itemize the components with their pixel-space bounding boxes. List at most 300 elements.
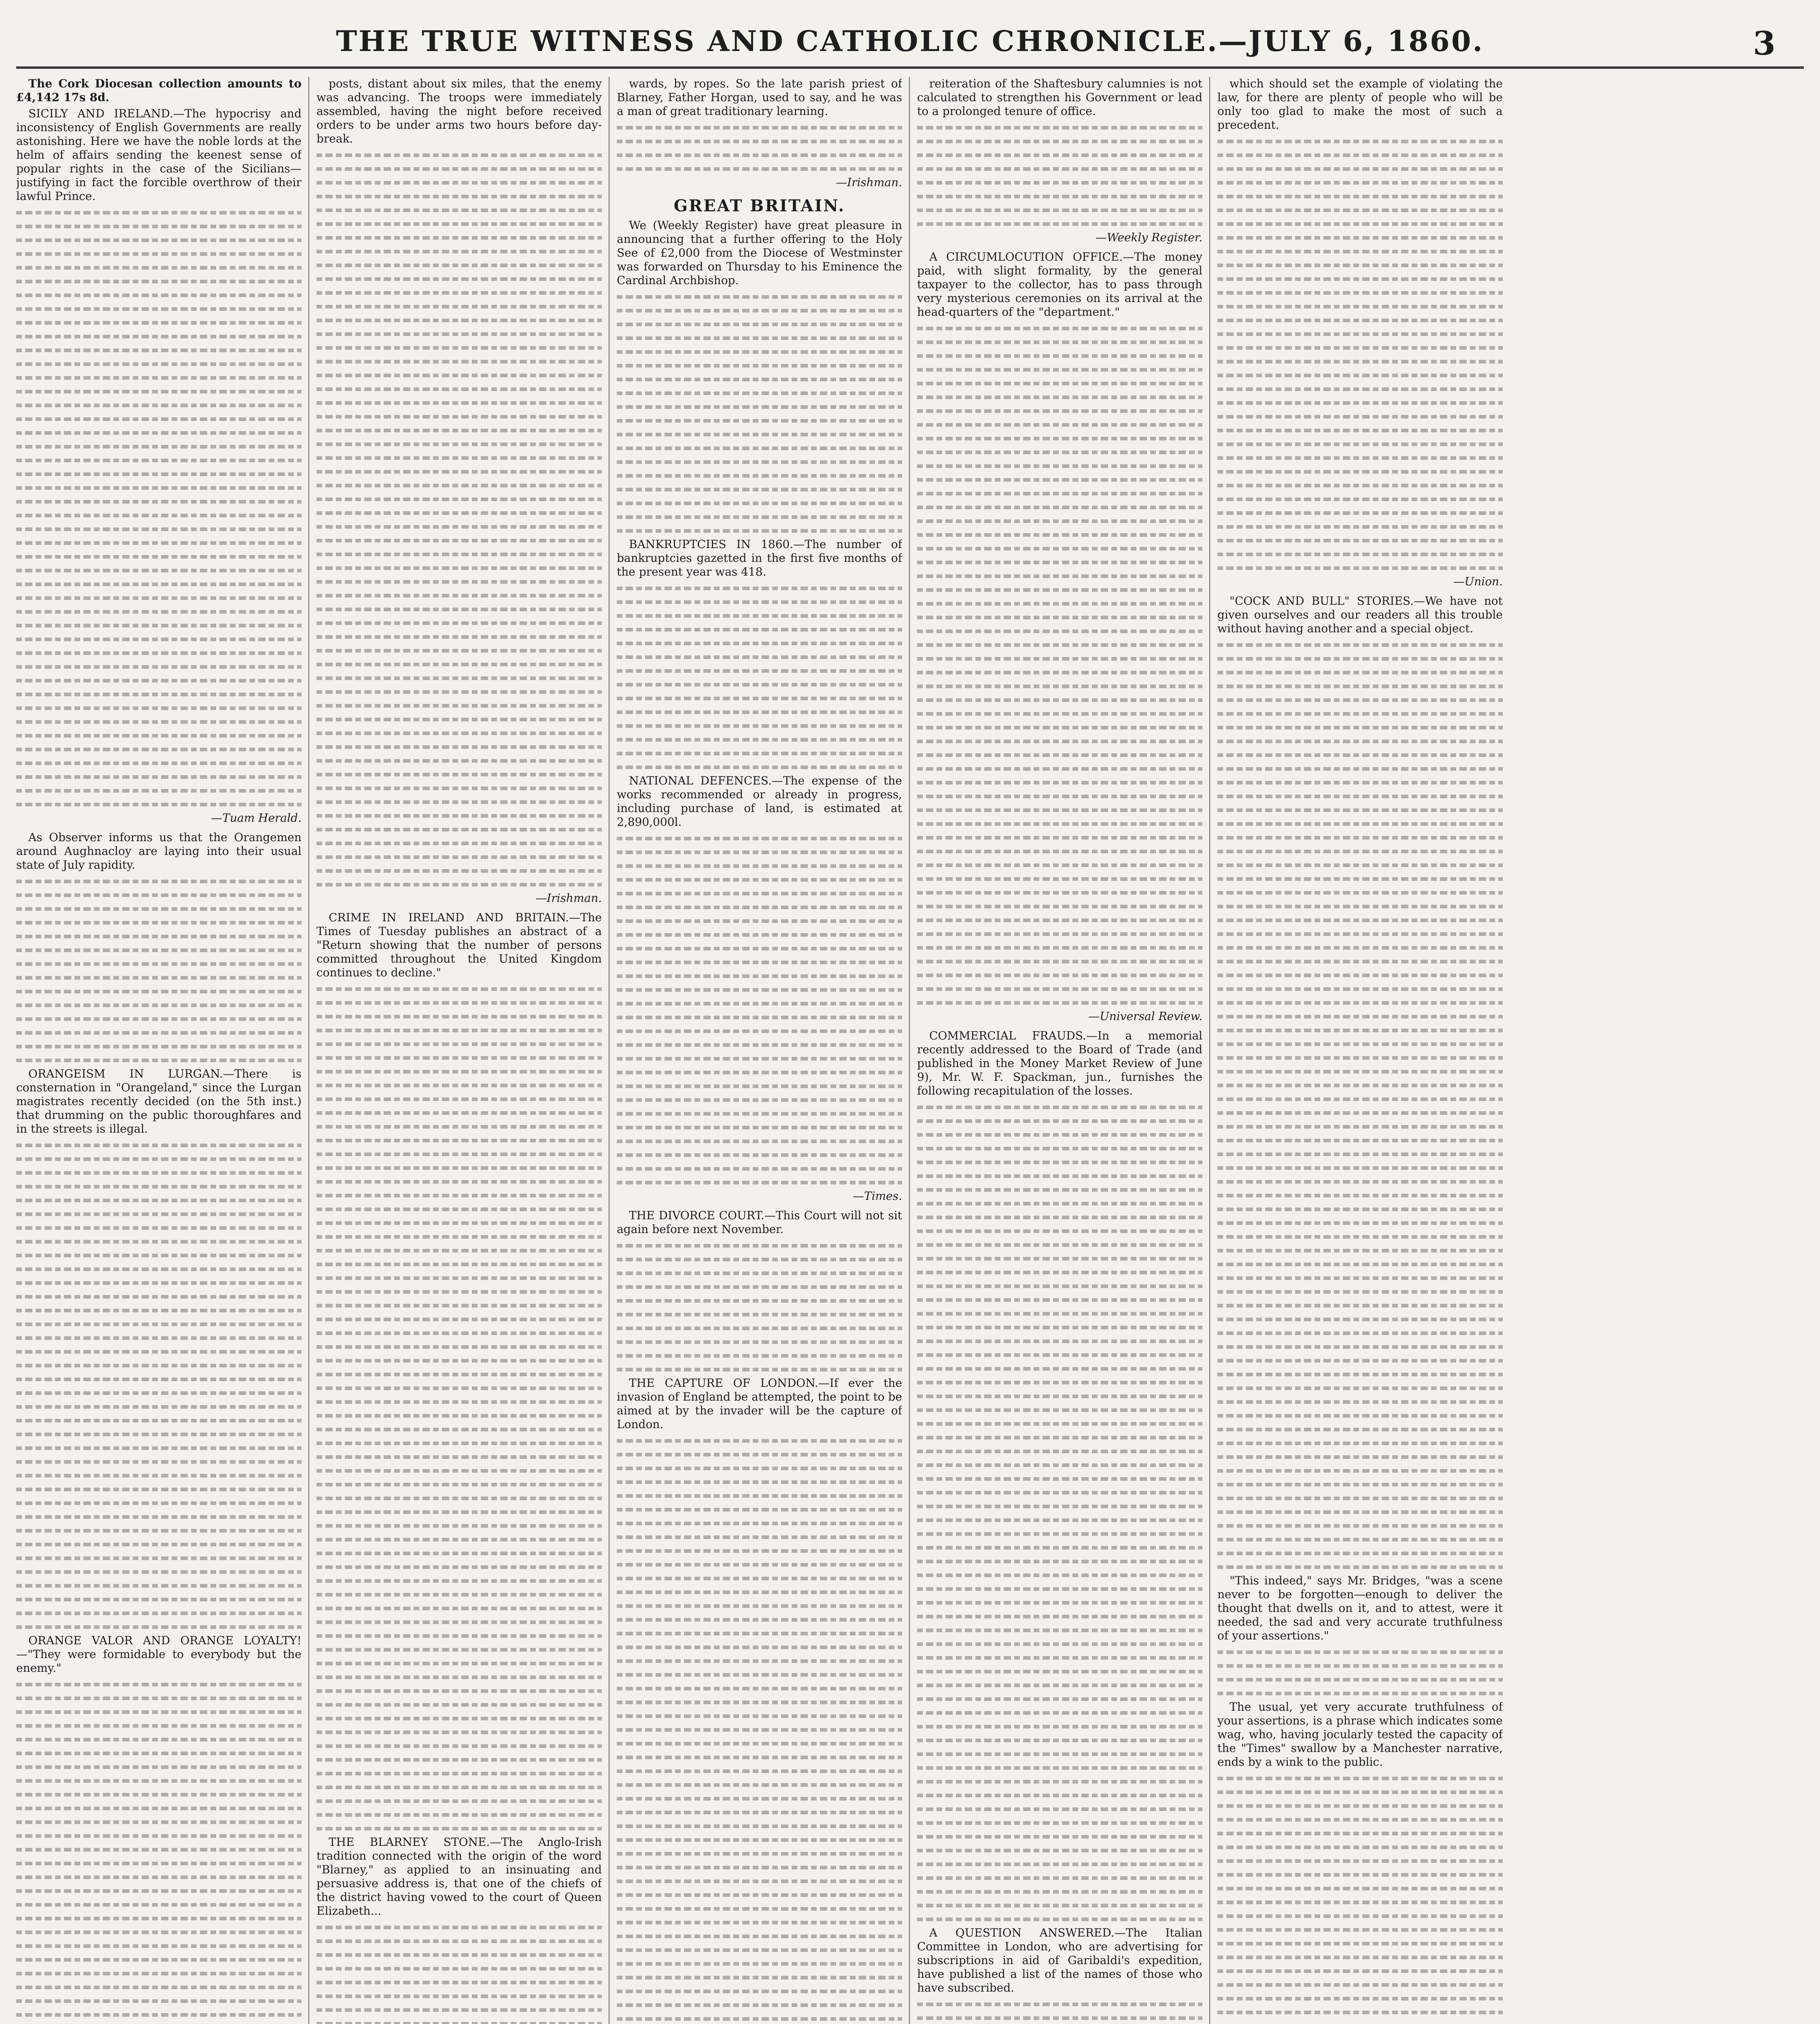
text-line (917, 1169, 1202, 1183)
text-line (917, 487, 1202, 500)
text-line (316, 996, 602, 1010)
text-line (316, 1767, 602, 1780)
text-line (16, 1579, 302, 1592)
text-line (316, 203, 602, 217)
text-line (917, 982, 1202, 996)
text-line (16, 784, 302, 797)
text-line (16, 1898, 302, 1911)
text-line (316, 823, 602, 836)
text-line (316, 272, 602, 286)
text-line (1217, 534, 1503, 547)
text-line (617, 1874, 902, 1888)
text-line (617, 1434, 902, 1448)
text-line (917, 418, 1202, 432)
text-line (1217, 1464, 1503, 1478)
text-line (316, 809, 602, 823)
text-line (617, 1038, 902, 1052)
text-line (617, 290, 902, 304)
column-4-paragraph: A CIRCUMLOCUTION OFFICE.—The money paid, with slight formality, by the general taxpayer to the collector, has to pass through very mysterious ceremonies on its arrival at the head-quarters of the "department." (917, 250, 1202, 319)
text-line (617, 1475, 902, 1489)
text-line (316, 176, 602, 189)
text-line (316, 616, 602, 630)
text-line (1217, 410, 1503, 423)
text-line (1217, 858, 1503, 872)
text-line (16, 591, 302, 605)
text-line (16, 371, 302, 385)
text-line (1217, 520, 1503, 534)
text-line (16, 495, 302, 508)
text-line (16, 1180, 302, 1193)
text-line (917, 1293, 1202, 1307)
text-line (1217, 996, 1503, 1010)
text-line (617, 1640, 902, 1654)
text-line (1217, 423, 1503, 437)
text-line (1217, 1188, 1503, 1202)
text-line (617, 1888, 902, 1902)
text-line (1217, 286, 1503, 300)
text-line (617, 162, 902, 176)
text-line (16, 929, 302, 943)
text-line (16, 619, 302, 632)
text-line (617, 441, 902, 455)
text-line (1217, 1895, 1503, 1909)
text-line (617, 2012, 902, 2024)
text-line (617, 524, 902, 538)
text-line (16, 1400, 302, 1414)
text-line (1217, 762, 1503, 776)
text-line (617, 455, 902, 469)
text-line (16, 957, 302, 971)
column-1-paragraph: ORANGEISM IN LURGAN.—There is consternation in "Orangeland," since the Lurgan magistrates recently decided (on the 5th inst.) that drumming on the public thoroughfares and in the streets is illegal. (16, 1067, 302, 1135)
text-line (1217, 1147, 1503, 1161)
text-line (617, 1902, 902, 1916)
text-line (617, 1682, 902, 1695)
text-line (917, 968, 1202, 982)
text-line (16, 1138, 302, 1152)
column-2-paragraph: THE BLARNEY STONE.—The Anglo-Irish tradition connected with the origin of the word "Blarney," as applied to an insinuating and persuasive address is, that one of the chiefs of the district having vowed to the court of Queen Elizabeth... (316, 1835, 602, 1918)
column-1-paragraph: SICILY AND IRELAND.—The hypocrisy and inconsistency of English Governments are really astonishing. Here we have the noble lords at the helm of affairs sending the keenest sense of popular rights in the case of the Sicilians—justifying in fact the forcible overthrow of their lawful Prince. (16, 107, 302, 203)
text-line (16, 1221, 302, 1235)
column-4-text-block (917, 1997, 1202, 2024)
column-2-paragraph: CRIME IN IRELAND AND BRITAIN.—The Times of Tuesday publishes an abstract of a "Return showing that the number of persons committed throughout the United Kingdom continues to decline." (316, 911, 602, 979)
text-line (1217, 707, 1503, 721)
text-line (16, 1815, 302, 1829)
text-line (1217, 1840, 1503, 1854)
text-line (617, 1052, 902, 1065)
text-line (1217, 272, 1503, 286)
text-line (16, 742, 302, 756)
text-line (1217, 1505, 1503, 1519)
text-line (617, 609, 902, 623)
text-line (1217, 1645, 1503, 1659)
text-line (1217, 1312, 1503, 1326)
text-line (617, 1943, 902, 1957)
text-line (917, 996, 1202, 1010)
text-line (1217, 1771, 1503, 1785)
text-line (16, 1152, 302, 1166)
text-line (917, 459, 1202, 473)
text-line (316, 1065, 602, 1078)
text-line (1217, 789, 1503, 803)
text-line (917, 721, 1202, 734)
text-line (16, 1303, 302, 1317)
text-line (316, 795, 602, 809)
text-line (16, 660, 302, 674)
text-line (316, 547, 602, 561)
signoff: —Times. (852, 1189, 902, 1203)
text-line (16, 1939, 302, 1953)
text-line (16, 1193, 302, 1207)
text-line (316, 1601, 602, 1615)
text-line (617, 1349, 902, 1363)
text-line (617, 372, 902, 386)
text-line (16, 1414, 302, 1427)
text-line (316, 368, 602, 382)
text-line (16, 1801, 302, 1815)
text-line (1217, 1257, 1503, 1271)
text-line (917, 1183, 1202, 1197)
text-line (617, 1654, 902, 1668)
text-line (316, 589, 602, 602)
text-line (16, 385, 302, 398)
text-line (1217, 638, 1503, 652)
text-line (917, 1197, 1202, 1210)
text-line (1217, 437, 1503, 451)
text-line (917, 363, 1202, 376)
text-line (617, 623, 902, 636)
text-line (316, 1257, 602, 1271)
text-line (316, 396, 602, 410)
text-line (917, 1100, 1202, 1114)
text-line (917, 1899, 1202, 1912)
text-line (1217, 1533, 1503, 1546)
text-line (917, 1265, 1202, 1279)
text-line (917, 1142, 1202, 1155)
text-line (917, 886, 1202, 899)
text-line (1217, 1478, 1503, 1491)
text-line (1217, 327, 1503, 341)
column-3-text-block (617, 831, 902, 1189)
text-line (617, 831, 902, 845)
text-line (1217, 355, 1503, 368)
text-line (16, 797, 302, 811)
text-line (1217, 1244, 1503, 1257)
text-line (617, 1363, 902, 1376)
text-line (1217, 1491, 1503, 1505)
text-line (1217, 1868, 1503, 1882)
text-line (316, 1588, 602, 1601)
column-1-text-block (16, 206, 302, 811)
text-line (917, 1651, 1202, 1665)
text-line (617, 1971, 902, 1984)
text-line (1217, 1340, 1503, 1354)
text-line (1217, 776, 1503, 789)
text-line (16, 1760, 302, 1774)
text-line (617, 400, 902, 414)
text-line (617, 1764, 902, 1778)
text-line (16, 1262, 302, 1276)
column-1-text-block (16, 1138, 302, 1634)
text-line (316, 1533, 602, 1546)
text-line (16, 1012, 302, 1026)
text-line (316, 1491, 602, 1505)
text-line (316, 1023, 602, 1037)
text-line (1217, 478, 1503, 492)
text-line (617, 928, 902, 942)
text-line (917, 789, 1202, 803)
text-line (316, 1285, 602, 1299)
text-line (917, 1376, 1202, 1389)
text-line (316, 341, 602, 355)
text-line (316, 1670, 602, 1684)
text-line (316, 1106, 602, 1120)
text-line (316, 1147, 602, 1161)
text-line (617, 997, 902, 1010)
text-line (917, 1210, 1202, 1224)
text-line (617, 1461, 902, 1475)
text-line (1217, 1686, 1503, 1700)
text-line (917, 404, 1202, 418)
text-line (316, 1711, 602, 1725)
text-line (16, 1705, 302, 1719)
text-line (316, 1808, 602, 1822)
text-line (617, 1239, 902, 1252)
text-line (917, 1816, 1202, 1830)
text-line (316, 1010, 602, 1023)
text-line (617, 1134, 902, 1148)
text-line (16, 330, 302, 343)
text-line (16, 1953, 302, 1967)
text-line (617, 873, 902, 887)
text-line (16, 701, 302, 715)
text-line (617, 1448, 902, 1461)
text-line (617, 1503, 902, 1516)
masthead (0, 16, 1820, 69)
column-2-paragraph: posts, distant about six miles, that the enemy was advancing. The troops were immediately assembled, having the night before received orders to be under arms two hours before day-break. (316, 77, 602, 145)
text-line (16, 426, 302, 440)
text-line (917, 1307, 1202, 1320)
column-4-text-block (917, 121, 1202, 231)
text-line (16, 1565, 302, 1579)
signoff: —Universal Review. (1088, 1010, 1202, 1023)
text-line (1217, 1175, 1503, 1188)
text-line (917, 1513, 1202, 1527)
text-line (316, 1202, 602, 1216)
text-line (316, 1464, 602, 1478)
text-line (1217, 679, 1503, 693)
text-line (917, 1279, 1202, 1293)
text-line (316, 492, 602, 506)
text-line (617, 1010, 902, 1024)
text-line (617, 969, 902, 983)
text-line (617, 386, 902, 400)
text-line (617, 331, 902, 345)
text-line (316, 878, 602, 891)
text-line (917, 1486, 1202, 1499)
column-5-text-block (1217, 638, 1503, 1574)
text-line (617, 595, 902, 609)
text-line (617, 942, 902, 955)
text-line (917, 927, 1202, 941)
text-line (617, 1805, 902, 1819)
column-2 (316, 77, 602, 2024)
text-line (316, 1684, 602, 1698)
text-line (617, 1860, 902, 1874)
text-line (1217, 1395, 1503, 1409)
text-line (16, 1482, 302, 1496)
text-line (16, 1967, 302, 1980)
text-line (316, 1698, 602, 1711)
text-line (1217, 1409, 1503, 1422)
text-line (1217, 1799, 1503, 1813)
text-line (617, 1847, 902, 1860)
text-line (316, 1794, 602, 1808)
text-line (316, 1948, 602, 1962)
text-line (16, 577, 302, 591)
text-line (316, 2017, 602, 2024)
text-line (1217, 1271, 1503, 1285)
text-line (16, 1870, 302, 1884)
text-line (917, 707, 1202, 721)
text-line (1217, 382, 1503, 396)
text-line (16, 971, 302, 984)
text-line (16, 1994, 302, 2008)
text-line (617, 1252, 902, 1266)
text-line (917, 1128, 1202, 1142)
text-line (917, 624, 1202, 638)
text-line (917, 1885, 1202, 1899)
text-line (917, 1554, 1202, 1568)
text-line (917, 583, 1202, 597)
text-line (316, 754, 602, 768)
text-line (917, 899, 1202, 913)
text-line (617, 1737, 902, 1750)
text-line (1217, 1023, 1503, 1037)
text-line (1217, 1519, 1503, 1533)
text-line (1217, 665, 1503, 679)
text-line (16, 1427, 302, 1441)
text-line (16, 605, 302, 619)
text-line (617, 1695, 902, 1709)
text-line (617, 427, 902, 441)
text-line (917, 432, 1202, 445)
text-line (1217, 1230, 1503, 1244)
text-line (1217, 693, 1503, 707)
column-3 (617, 77, 902, 2024)
text-line (316, 1299, 602, 1312)
text-line (16, 261, 302, 274)
text-line (917, 858, 1202, 872)
text-line (16, 1496, 302, 1510)
text-line (917, 1582, 1202, 1596)
text-line (617, 760, 902, 774)
text-line (316, 465, 602, 478)
text-line (1217, 1381, 1503, 1395)
column-divider (308, 77, 309, 2024)
text-line (917, 1458, 1202, 1472)
text-line (917, 349, 1202, 363)
text-line (1217, 1106, 1503, 1120)
text-line (617, 496, 902, 510)
text-line (1217, 1299, 1503, 1312)
column-1 (16, 77, 302, 2024)
text-line (1217, 176, 1503, 189)
column-1-paragraph: The Cork Diocesan collection amounts to £4,142 17s 8d. (16, 77, 302, 104)
text-line (1217, 1785, 1503, 1799)
text-line (316, 478, 602, 492)
text-line (1217, 872, 1503, 886)
text-line (16, 770, 302, 784)
text-line (917, 597, 1202, 610)
text-line (617, 691, 902, 705)
text-line (316, 1092, 602, 1106)
text-line (617, 1266, 902, 1280)
text-line (917, 203, 1202, 217)
text-line (316, 382, 602, 396)
text-line (16, 646, 302, 660)
text-line (1217, 652, 1503, 665)
column-4-paragraph: reiteration of the Shaftesbury calumnies is not calculated to strengthen his Government or lead to a prolonged tenure of office. (917, 77, 1202, 118)
column-3-paragraph: BANKRUPTCIES IN 1860.—The number of bankruptcies gazetted in the first five months of the present year was 418. (617, 538, 902, 578)
text-line (316, 423, 602, 437)
text-line (16, 288, 302, 302)
text-line (917, 555, 1202, 569)
text-line (917, 217, 1202, 231)
text-line (617, 1998, 902, 2012)
text-line (1217, 1813, 1503, 1826)
text-line (1217, 341, 1503, 355)
text-line (1217, 1202, 1503, 1216)
text-line (16, 1925, 302, 1939)
text-line (617, 1065, 902, 1079)
text-line (316, 575, 602, 589)
text-line (16, 522, 302, 536)
text-line (16, 357, 302, 371)
text-line (917, 134, 1202, 148)
text-line (917, 1788, 1202, 1802)
text-line (917, 652, 1202, 665)
column-3-text-block (617, 290, 902, 538)
text-line (1217, 1133, 1503, 1147)
text-line (917, 2011, 1202, 2024)
text-line (316, 699, 602, 712)
text-line (1217, 1882, 1503, 1895)
column-4-text-block (917, 1100, 1202, 1926)
text-line (16, 1843, 302, 1856)
text-line (917, 1637, 1202, 1651)
text-line (16, 1386, 302, 1400)
text-line (316, 1574, 602, 1588)
text-line (917, 762, 1202, 776)
text-line (617, 1079, 902, 1093)
text-line (1217, 465, 1503, 478)
text-line (617, 1558, 902, 1571)
text-line (316, 740, 602, 754)
text-line (1217, 1964, 1503, 1978)
text-line (1217, 1546, 1503, 1560)
column-5-paragraph: which should set the example of violating the law, for there are plenty of people who will be only too glad to make the most of such a precedent. (1217, 77, 1503, 132)
text-line (917, 665, 1202, 679)
text-line (917, 844, 1202, 858)
text-line (1217, 1978, 1503, 1992)
text-line (16, 1053, 302, 1067)
text-line (1217, 1367, 1503, 1381)
text-line (617, 1162, 902, 1176)
text-line (1217, 1326, 1503, 1340)
column-5-paragraph: "COCK AND BULL" STORIES.—We have not given ourselves and our readers all this trouble without having another and a special object. (1217, 594, 1503, 635)
text-line (316, 671, 602, 685)
signoff: —Irishman. (836, 176, 902, 189)
